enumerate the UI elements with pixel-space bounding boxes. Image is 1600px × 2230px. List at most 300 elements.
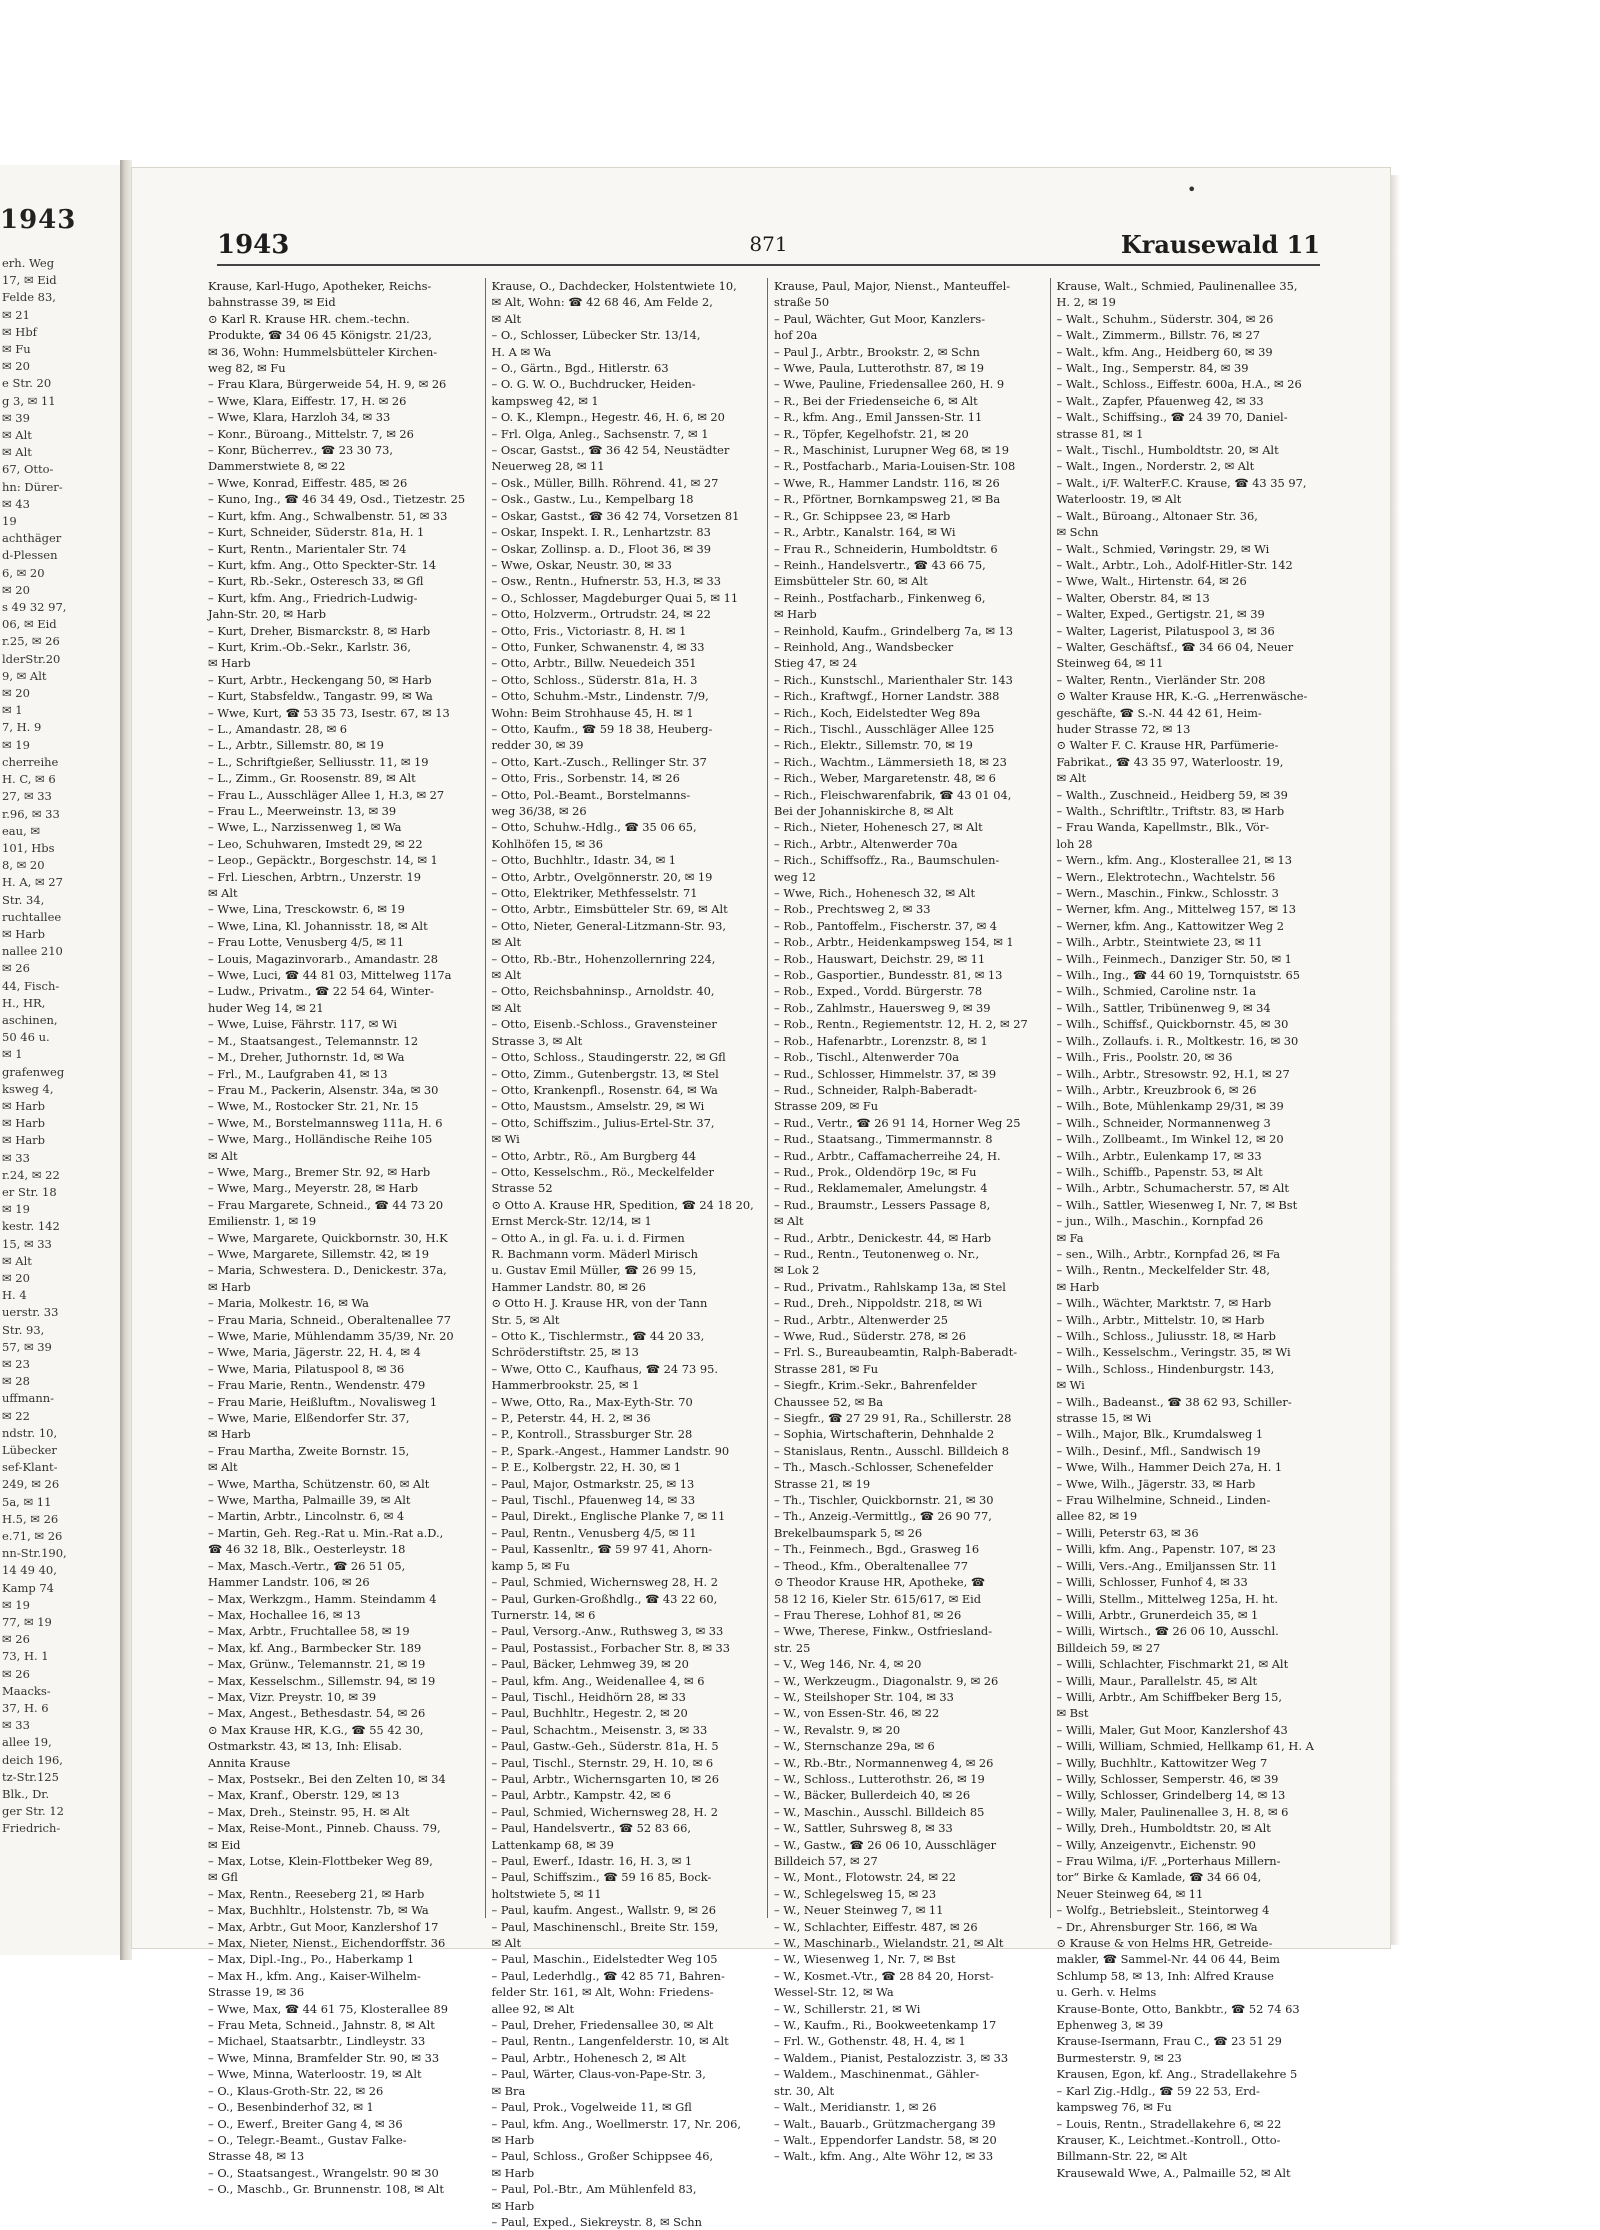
directory-entry: Strasse 52 (491, 1181, 553, 1196)
directory-entry: – R., Bei der Friedenseiche 6, ✉ Alt (774, 393, 978, 408)
directory-entry: – Otto, Kaufm., ☎ 59 18 38, Heuberg- (491, 721, 713, 736)
directory-entry: – Otto, Zimm., Gutenbergstr. 13, ✉ Stel (491, 1066, 719, 1081)
previous-page-line: 19 (2, 514, 17, 529)
directory-entry: – R., Arbtr., Kanalstr. 164, ✉ Wi (774, 525, 956, 540)
directory-entry: – Wilh., Major, Blk., Krumdalsweg 1 (1056, 1427, 1264, 1442)
directory-entry: – Frau Klara, Bürgerweide 54, H. 9, ✉ 26 (208, 377, 447, 392)
directory-entry: – Wwe, Wilh., Jägerstr. 33, ✉ Harb (1056, 1476, 1256, 1491)
directory-entry: – Rud., Schlosser, Himmelstr. 37, ✉ 39 (774, 1066, 997, 1081)
previous-page-line: ✉ 1 (2, 703, 23, 718)
directory-entry: – Frl. Olga, Anleg., Sachsenstr. 7, ✉ 1 (491, 426, 709, 441)
previous-page-line: ger Str. 12 (2, 1804, 64, 1819)
directory-entry: ✉ Alt, Wohn: ☎ 42 68 46, Am Felde 2, (491, 295, 713, 310)
directory-entry: – Stanislaus, Rentn., Ausschl. Billdeich 8 (774, 1443, 1010, 1458)
directory-entry: ⊙ Krause & von Helms HR, Getreide- (1056, 1936, 1273, 1951)
directory-entry: – Max, Grünw., Telemannstr. 21, ✉ 19 (208, 1657, 426, 1672)
previous-page-line: 17, ✉ Eid (2, 273, 57, 288)
previous-page-line: nallee 210 (2, 944, 63, 959)
previous-page-line: ✉ 26 (2, 1632, 30, 1647)
directory-entry: – Wilh., Zollaufs. i. R., Moltkestr. 16, ✉ 30 (1056, 1033, 1299, 1048)
directory-entry: – Paul, Maschin., Eidelstedter Weg 105 (491, 1952, 718, 1967)
directory-entry: felder Str. 161, ✉ Alt, Wohn: Friedens- (491, 1985, 714, 2000)
previous-page-line: ✉ 28 (2, 1374, 30, 1389)
directory-entry: – Louis, Rentn., Stradellakehre 6, ✉ 22 (1056, 2116, 1282, 2131)
directory-entry: – Frau Therese, Lohhof 81, ✉ 26 (774, 1607, 962, 1622)
directory-entry: – Paul J., Arbtr., Brookstr. 2, ✉ Schn (774, 344, 980, 359)
directory-entry: – Paul, kfm. Ang., Weidenallee 4, ✉ 6 (491, 1673, 705, 1688)
directory-entry: – Max, Dreh., Steinstr. 95, H. ✉ Alt (208, 1804, 410, 1819)
directory-entry: – Frau Wanda, Kapellmstr., Blk., Vör- (1056, 820, 1270, 835)
directory-entry: – Wwe, Otto C., Kaufhaus, ☎ 24 73 95. (491, 1361, 718, 1376)
directory-entry: – Willi, Maler, Gut Moor, Kanzlershof 43 (1056, 1722, 1288, 1737)
previous-page-line: Str. 34, (2, 892, 45, 907)
previous-page-line: ✉ 23 (2, 1357, 30, 1371)
directory-entry: ✉ Harb (491, 2198, 535, 2213)
directory-entry: – Wwe, M., Rostocker Str. 21, Nr. 15 (208, 1099, 419, 1114)
directory-entry: – M., Dreher, Juthornstr. 1d, ✉ Wa (208, 1050, 405, 1065)
directory-entry: – O., Ewerf., Breiter Gang 4, ✉ 36 (208, 2116, 403, 2131)
directory-entry: – Paul, Handelsvertr., ☎ 52 83 66, (491, 1821, 691, 1836)
directory-entry: ✉ Alt (491, 1000, 522, 1015)
directory-entry: – Willi, kfm. Ang., Papenstr. 107, ✉ 23 (1056, 1542, 1276, 1557)
directory-entry: Billdeich 59, ✉ 27 (1056, 1640, 1161, 1655)
directory-entry: – Rud., Dreh., Nippoldstr. 218, ✉ Wi (774, 1296, 983, 1311)
directory-entry: – Paul, Schloss., Großer Schippsee 46, (491, 2149, 714, 2164)
directory-entry: – Paul, Prok., Vogelweide 11, ✉ Gfl (491, 2100, 692, 2115)
directory-entry: – Th., Masch.-Schlosser, Schenefelder (774, 1460, 993, 1475)
directory-entry: – W., Schlegelsweg 15, ✉ 23 (774, 1886, 937, 1901)
directory-entry: – Wwe, Luise, Fährstr. 117, ✉ Wi (208, 1017, 397, 1032)
previous-page-line: ✉ 20 (2, 582, 30, 597)
directory-entry: bahnstrasse 39, ✉ Eid (208, 295, 336, 310)
directory-entry: – W., Sattler, Suhrsweg 8, ✉ 33 (774, 1821, 953, 1836)
previous-page-line: er Str. 18 (2, 1184, 57, 1199)
directory-entry: – Rud., Staatsang., Timmermannstr. 8 (774, 1132, 993, 1147)
directory-entry: – jun., Wilh., Maschin., Kornpfad 26 (1056, 1214, 1264, 1229)
directory-entry: Lattenkamp 68, ✉ 39 (491, 1837, 614, 1852)
directory-entry: – Rob., Prechtsweg 2, ✉ 33 (774, 902, 931, 917)
previous-page-line: ✉ Alt (2, 445, 32, 460)
directory-entry: – Paul, Major, Ostmarkstr. 25, ✉ 13 (491, 1476, 695, 1491)
directory-entry: – Paul, Arbtr., Wichernsgarten 10, ✉ 26 (491, 1771, 720, 1786)
directory-entry: – Wwe, M., Borstelmannsweg 111a, H. 6 (208, 1115, 443, 1130)
previous-page-line: H. A, ✉ 27 (2, 875, 63, 890)
directory-entry: – Frl. W., Gothenstr. 48, H. 4, ✉ 1 (774, 2034, 966, 2049)
directory-entry: – O., Schlosser, Lübecker Str. 13/14, (491, 328, 701, 343)
directory-entry: – Martin, Geh. Reg.-Rat u. Min.-Rat a.D., (208, 1525, 444, 1540)
directory-entry: – Rich., Nieter, Hohenesch 27, ✉ Alt (774, 820, 983, 835)
previous-page-line: ✉ Harb (2, 1098, 46, 1113)
previous-page-line: aschinen, (2, 1012, 58, 1027)
directory-entry: ✉ 36, Wohn: Hummelsbütteler Kirchen- (208, 344, 438, 359)
directory-entry: – Otto, Schuhw.-Hdlg., ☎ 35 06 65, (491, 820, 697, 835)
previous-page-line: cherreihe (2, 754, 59, 769)
directory-entry: – Rud., Schneider, Ralph-Baberadt- (774, 1082, 977, 1097)
directory-entry: – Frau Lotte, Venusberg 4/5, ✉ 11 (208, 935, 405, 950)
previous-page-line: 77, ✉ 19 (2, 1615, 52, 1630)
directory-entry: – Oskar, Zollinsp. a. D., Floot 36, ✉ 39 (491, 541, 712, 556)
previous-page-line: ✉ 19 (2, 737, 30, 752)
directory-entry: – Otto, Reichsbahninsp., Arnoldstr. 40, (491, 984, 715, 999)
previous-page-line: ✉ Alt (2, 428, 32, 443)
directory-entry: – W., Gastw., ☎ 26 06 10, Ausschläger (774, 1837, 997, 1852)
previous-page-line: kestr. 142 (2, 1219, 60, 1234)
directory-entry: – Oskar, Gastst., ☎ 36 42 74, Vorsetzen 81 (491, 508, 740, 523)
directory-entry: – Max, Arbtr., Fruchtallee 58, ✉ 19 (208, 1624, 410, 1639)
directory-entry: – Wwe, Oskar, Neustr. 30, ✉ 33 (491, 557, 672, 572)
directory-entry: – Paul, Rentn., Venusberg 4/5, ✉ 11 (491, 1525, 697, 1540)
directory-entry: str. 30, Alt (774, 2083, 835, 2098)
directory-entry: – Wilh., Schmied, Caroline nstr. 1a (1056, 984, 1257, 999)
directory-entry: – M., Staatsangest., Telemannstr. 12 (208, 1033, 419, 1048)
directory-entry: – Willi, Vers.-Ang., Emiljanssen Str. 11 (1056, 1558, 1278, 1573)
directory-entry: – Otto, Krankenpfl., Rosenstr. 64, ✉ Wa (491, 1082, 718, 1097)
directory-entry: – Max, Werkzgm., Hamm. Steindamm 4 (208, 1591, 437, 1606)
previous-page-line: ✉ Hbf (2, 324, 37, 339)
directory-entry: kampsweg 76, ✉ Fu (1056, 2100, 1172, 2115)
directory-entry: – Wilh., Schiffb., Papenstr. 53, ✉ Alt (1056, 1164, 1263, 1179)
previous-page-line: 57, ✉ 39 (2, 1339, 52, 1354)
directory-entry: – Kurt, kfm. Ang., Schwalbenstr. 51, ✉ 33 (208, 508, 448, 523)
previous-page-line: g 3, ✉ 11 (2, 393, 56, 408)
directory-entry: – Walt., i/F. WalterF.C. Krause, ☎ 43 35 97, (1056, 475, 1307, 490)
directory-entry: ✉ Harb (491, 2165, 535, 2180)
directory-entry: – Otto, Kesselschm., Rö., Meckelfelder (491, 1164, 714, 1179)
directory-column (485, 278, 768, 2229)
directory-entry: – Th., Feinmech., Bgd., Grasweg 16 (774, 1542, 980, 1557)
directory-entry: – Otto, Schloss., Staudingerstr. 22, ✉ Gfl (491, 1050, 726, 1065)
directory-entry: – Wwe, Luci, ☎ 44 81 03, Mittelweg 117a (208, 968, 452, 983)
directory-entry: – Wwe, Walt., Hirtenstr. 64, ✉ 26 (1056, 574, 1247, 589)
directory-entry: – Otto, Kart.-Zusch., Rellinger Str. 37 (491, 754, 707, 769)
previous-page-line: ✉ 19 (2, 1597, 30, 1612)
directory-entry: makler, ☎ Sammel-Nr. 44 06 44, Beim (1056, 1952, 1280, 1967)
previous-page-line: ✉ Harb (2, 1116, 46, 1131)
directory-entry: – Otto, Arbtr., Ovelgönnerstr. 20, ✉ 19 (491, 869, 713, 884)
directory-entry: – P., Spark.-Angest., Hammer Landstr. 90 (491, 1443, 730, 1458)
directory-entry: – Paul, Tischl., Sternstr. 29, H. 10, ✉ 6 (491, 1755, 714, 1770)
directory-entry: – Rich., Weber, Margaretenstr. 48, ✉ 6 (774, 771, 996, 786)
previous-page-line: 50 46 u. (2, 1030, 50, 1045)
directory-entry: – P., Kontroll., Strassburger Str. 28 (491, 1427, 693, 1442)
directory-entry: – P. E., Kolbergstr. 22, H. 30, ✉ 1 (491, 1460, 681, 1475)
directory-entry: – Rich., Arbtr., Altenwerder 70a (774, 836, 958, 851)
directory-entry: – Kurt, Arbtr., Heckengang 50, ✉ Harb (208, 672, 432, 687)
directory-entry: – Kurt, Rb.-Sekr., Osteresch 33, ✉ Gfl (208, 574, 424, 589)
directory-entry: – W., Schlachter, Eiffestr. 487, ✉ 26 (774, 1919, 978, 1934)
directory-entry: Strasse 48, ✉ 13 (208, 2149, 305, 2164)
directory-entry: – Dr., Ahrensburger Str. 166, ✉ Wa (1056, 1919, 1258, 1934)
directory-entry: – Wilh., Arbtr., Schumacherstr. 57, ✉ Alt (1056, 1181, 1289, 1196)
directory-entry: – Willy, Maler, Paulinenallee 3, H. 8, ✉ 6 (1056, 1804, 1289, 1819)
directory-entry: – Wern., kfm. Ang., Klosterallee 21, ✉ 13 (1056, 853, 1293, 868)
directory-entry: – Paul, Bäcker, Lehmweg 39, ✉ 20 (491, 1657, 689, 1672)
directory-entry: – Rud., Prok., Oldendörp 19c, ✉ Fu (774, 1164, 977, 1179)
directory-entry: – Wwe, Marie, Elßendorfer Str. 37, (208, 1411, 410, 1426)
directory-entry: Krause, Paul, Major, Nienst., Manteuffel- (774, 279, 1011, 293)
directory-entry: – Wilh., Arbtr., Stresowstr. 92, H.1, ✉ 27 (1056, 1066, 1290, 1081)
directory-entry: H. 2, ✉ 19 (1056, 295, 1116, 310)
directory-entry: – Walth., Schriftltr., Triftstr. 83, ✉ Harb (1056, 804, 1285, 818)
directory-entry: ✉ Fa (1056, 1230, 1084, 1245)
directory-entry: – Walt., Ing., Semperstr. 84, ✉ 39 (1056, 361, 1249, 376)
directory-entry: Waterloostr. 19, ✉ Alt (1056, 492, 1182, 507)
directory-entry: – Th., Tischler, Quickbornstr. 21, ✉ 30 (774, 1493, 994, 1508)
directory-entry: – Leo, Schuhwaren, Imstedt 29, ✉ 22 (208, 836, 423, 851)
directory-entry: – Oscar, Gastst., ☎ 36 42 54, Neustädter (491, 443, 730, 458)
previous-page-line: 27, ✉ 33 (2, 789, 52, 804)
directory-entry: – Max, Masch.-Vertr., ☎ 26 51 05, (208, 1558, 406, 1573)
directory-entry: – Frau Marie, Heißluftm., Novalisweg 1 (208, 1394, 438, 1409)
directory-entry: – Wilh., Schiffsf., Quickbornstr. 45, ✉ 30 (1056, 1017, 1289, 1032)
directory-entry: ✉ Harb (208, 1427, 251, 1442)
directory-entry: ✉ Alt (491, 311, 522, 326)
directory-entry: – Wolfg., Betriebsleit., Steintorweg 4 (1056, 1903, 1270, 1918)
directory-entry: – Otto, Fris., Victoriastr. 8, H. ✉ 1 (491, 623, 687, 638)
directory-entry: – Rich., Tischl., Ausschläger Allee 125 (774, 721, 995, 736)
directory-entry: – Paul, Gurken-Großhdlg., ☎ 43 22 60, (491, 1591, 718, 1606)
directory-entry: – O., Staatsangest., Wrangelstr. 90 ✉ 30 (208, 2165, 439, 2180)
directory-entry: – Walt., kfm. Ang., Alte Wöhr 12, ✉ 33 (774, 2149, 994, 2164)
directory-entry: – Otto, Schiffszim., Julius-Ertel-Str. 37, (491, 1115, 715, 1130)
previous-page-line: ✉ Harb (2, 926, 46, 941)
directory-entry: – Paul, Dreher, Friedensallee 30, ✉ Alt (491, 2018, 714, 2033)
previous-page-line: ndstr. 10, (2, 1425, 58, 1440)
directory-entry: Strasse 19, ✉ 36 (208, 1985, 305, 2000)
directory-entry: Burmesterstr. 9, ✉ 23 (1056, 2050, 1182, 2065)
directory-entry: Strasse 3, ✉ Alt (491, 1033, 583, 1048)
directory-entry: Krause, Walt., Schmied, Paulinenallee 35, (1056, 279, 1298, 293)
previous-page-line: d-Plessen (2, 548, 58, 563)
directory-entry: – Frau Martha, Zweite Bornstr. 15, (208, 1443, 410, 1458)
directory-entry: ✉ Alt (491, 935, 522, 950)
directory-entry: – Paul, Direkt., Englische Planke 7, ✉ 11 (491, 1509, 726, 1524)
directory-entry: Krauser, K., Leichtmet.-Kontroll., Otto- (1056, 2132, 1281, 2147)
directory-entry: – Paul, Pol.-Btr., Am Mühlenfeld 83, (491, 2182, 697, 2197)
directory-entry: – Paul, Buchhltr., Hegestr. 2, ✉ 20 (491, 1706, 688, 1721)
previous-page-line: ✉ Alt (2, 1253, 32, 1268)
directory-entry: – Walter, Lagerist, Pilatuspool 3, ✉ 36 (1056, 623, 1275, 638)
directory-entry: – Wwe, Maria, Jägerstr. 22, H. 4, ✉ 4 (208, 1345, 421, 1360)
directory-entry: – Wilh., Sattler, Tribünenweg 9, ✉ 34 (1056, 1000, 1271, 1015)
directory-entry: – Wwe, Pauline, Friedensallee 260, H. 9 (774, 377, 1005, 392)
previous-page-line: achthäger (2, 531, 62, 546)
directory-entry: – Rob., Arbtr., Heidenkampsweg 154, ✉ 1 (774, 935, 1014, 950)
previous-page-line: H. 4 (2, 1288, 27, 1303)
directory-entry: – O., Schlosser, Magdeburger Quai 5, ✉ 11 (491, 590, 739, 605)
directory-entry: – Wilh., Arbtr., Eulenkamp 17, ✉ 33 (1056, 1148, 1262, 1163)
directory-entry: weg 82, ✉ Fu (208, 361, 286, 376)
directory-entry: – Frau Meta, Schneid., Jahnstr. 8, ✉ Alt (208, 2018, 435, 2033)
directory-entry: – Kurt, kfm. Ang., Friedrich-Ludwig- (208, 590, 418, 605)
directory-entry: – V., Weg 146, Nr. 4, ✉ 20 (774, 1657, 922, 1672)
directory-entry: Turnerstr. 14, ✉ 6 (491, 1607, 596, 1622)
previous-page-line: Blk., Dr. (2, 1787, 50, 1802)
directory-entry: – L., Schriftgießer, Selliusstr. 11, ✉ 19 (208, 754, 429, 769)
directory-entry: – Karl Zig.-Hdlg., ☎ 59 22 53, Erd- (1056, 2083, 1260, 2098)
directory-entry: – Wwe, Lina, Kl. Johannisstr. 18, ✉ Alt (208, 918, 428, 933)
directory-entry: – Frau M., Packerin, Alsenstr. 34a, ✉ 30 (208, 1082, 439, 1097)
directory-entry: – Wilh., Schloss., Juliusstr. 18, ✉ Harb (1056, 1329, 1276, 1343)
directory-entry: Hammer Landstr. 106, ✉ 26 (208, 1575, 370, 1590)
directory-entry: – Ludw., Privatm., ☎ 22 54 64, Winter- (208, 984, 434, 999)
directory-entry: – Willy, Anzeigenvtr., Eichenstr. 90 (1056, 1837, 1256, 1852)
directory-entry: – Otto, Buchhltr., Idastr. 34, ✉ 1 (491, 853, 677, 868)
directory-entry: – Max, Lotse, Klein-Flottbeker Weg 89, (208, 1854, 433, 1868)
directory-entry: huder Weg 14, ✉ 21 (208, 1000, 324, 1015)
directory-entry: Strasse 209, ✉ Fu (774, 1099, 879, 1114)
previous-page-line: ✉ 22 (2, 1408, 30, 1423)
previous-page-line: s 49 32 97, (2, 600, 67, 615)
directory-entry: – Otto, Fris., Sorbenstr. 14, ✉ 26 (491, 771, 680, 786)
previous-page-line: 67, Otto- (2, 462, 54, 477)
book-gutter (120, 160, 132, 1960)
directory-entry: – Max, Hochallee 16, ✉ 13 (208, 1607, 361, 1622)
directory-entry: – Rich., Wachtm., Lämmersieth 18, ✉ 23 (774, 754, 1007, 769)
directory-entry: – Otto, Funker, Schwanenstr. 4, ✉ 33 (491, 639, 705, 654)
directory-entry: – Wern., Maschin., Finkw., Schlosstr. 3 (1056, 886, 1279, 901)
directory-entry: Chaussee 52, ✉ Ba (774, 1394, 884, 1409)
directory-entry: – Paul, Arbtr., Hohenesch 2, ✉ Alt (491, 2050, 686, 2065)
directory-entry: – Sophia, Wirtschafterin, Dehnhalde 2 (774, 1427, 995, 1442)
directory-column (202, 278, 485, 2197)
directory-entry: – Maria, Molkestr. 16, ✉ Wa (208, 1296, 369, 1311)
directory-entry: – sen., Wilh., Arbtr., Kornpfad 26, ✉ Fa (1056, 1246, 1281, 1261)
directory-entry: – Max, Rentn., Reeseberg 21, ✉ Harb (208, 1886, 425, 1901)
directory-entry: – Reinh., Handelsvertr., ☎ 43 66 75, (774, 557, 986, 572)
directory-entry: Kohlhöfen 15, ✉ 36 (491, 836, 604, 851)
previous-page-line: 5a, ✉ 11 (2, 1494, 52, 1509)
directory-entry: – Willi, Schlachter, Fischmarkt 21, ✉ Alt (1056, 1657, 1289, 1672)
directory-entry: – Wwe, Therese, Finkw., Ostfriesland- (774, 1624, 993, 1639)
directory-entry: – Frl. S., Bureaubeamtin, Ralph-Baberadt- (774, 1345, 1018, 1360)
directory-entry: loh 28 (1056, 836, 1093, 851)
directory-entry: – Wilh., Fris., Poolstr. 20, ✉ 36 (1056, 1050, 1233, 1065)
directory-entry: ✉ Wi (491, 1132, 520, 1147)
directory-entry: – Osk., Gastw., Lu., Kempelbarg 18 (491, 492, 694, 507)
directory-entry: ✉ Wi (1056, 1378, 1085, 1393)
directory-entry: – W., Maschinarb., Wielandstr. 21, ✉ Alt (774, 1936, 1004, 1951)
directory-entry: – W., Kosmet.-Vtr., ☎ 28 84 20, Horst- (774, 1968, 994, 1983)
directory-entry: – Frau R., Schneiderin, Humboldtstr. 6 (774, 541, 998, 556)
directory-entry: ✉ Lok 2 (774, 1263, 820, 1278)
directory-entry: – Otto, Holzverm., Ortrudstr. 24, ✉ 22 (491, 607, 711, 622)
directory-entry: – Otto, Arbtr., Rö., Am Burgberg 44 (491, 1148, 697, 1163)
previous-page-line: 8, ✉ 20 (2, 858, 45, 873)
directory-entry: Dammerstwiete 8, ✉ 22 (208, 459, 346, 474)
directory-entry: – Reinh., Postfacharb., Finkenweg 6, (774, 590, 986, 605)
directory-entry: – L., Zimm., Gr. Roosenstr. 89, ✉ Alt (208, 771, 416, 786)
directory-entry: – Paul, Versorg.-Anw., Ruthsweg 3, ✉ 33 (491, 1624, 724, 1639)
directory-entry: – Wwe, Margarete, Sillemstr. 42, ✉ 19 (208, 1246, 430, 1261)
directory-entry: – Waldem., Pianist, Pestalozzistr. 3, ✉ 33 (774, 2050, 1009, 2065)
directory-entry: – Siegfr., ☎ 27 29 91, Ra., Schillerstr. 28 (774, 1411, 1012, 1426)
directory-entry: – Frau Maria, Schneid., Oberaltenallee 77 (208, 1312, 451, 1327)
directory-entry: – Max, Kranf., Oberstr. 129, ✉ 13 (208, 1788, 400, 1803)
previous-page-line: lderStr.20 (2, 651, 61, 666)
directory-entry: – Theod., Kfm., Oberaltenallee 77 (774, 1558, 968, 1573)
directory-entry: tor“ Birke & Kamlade, ☎ 34 66 04, (1056, 1870, 1262, 1885)
directory-entry: Neuer Steinweg 64, ✉ 11 (1056, 1886, 1204, 1901)
directory-entry: – Willy, Buchhltr., Kattowitzer Weg 7 (1056, 1755, 1268, 1770)
directory-entry: ⊙ Otto A. Krause HR, Spedition, ☎ 24 18 20, (491, 1197, 754, 1212)
directory-entry: – Walt., kfm. Ang., Heidberg 60, ✉ 39 (1056, 344, 1273, 359)
directory-entry: – Wern., Elektrotechn., Wachtelstr. 56 (1056, 869, 1276, 884)
directory-entry: – Walt., Eppendorfer Landstr. 58, ✉ 20 (774, 2132, 997, 2147)
previous-page-line: 44, Fisch- (2, 978, 60, 993)
page-running-title: Krausewald 11 (1120, 230, 1320, 259)
directory-entry: – Frl. Lieschen, Arbtrn., Unzerstr. 19 (208, 869, 422, 884)
directory-entry: – Wilh., Desinf., Mfl., Sandwisch 19 (1056, 1443, 1261, 1458)
directory-entry: – Wilh., Schloss., Hindenburgstr. 143, (1056, 1361, 1275, 1376)
directory-entry: – Willi, Peterstr 63, ✉ 36 (1056, 1525, 1199, 1540)
directory-entry: – Rob., Gasportier., Bundesstr. 81, ✉ 13 (774, 968, 1003, 983)
directory-entry: – Wilh., Sattler, Wiesenweg I, Nr. 7, ✉ Bst (1056, 1197, 1298, 1212)
directory-entry: – W., Kaufm., Ri., Bookweetenkamp 17 (774, 2018, 997, 2033)
directory-entry: – Maria, Schwestera. D., Denickestr. 37a, (208, 1263, 447, 1278)
directory-entry: – W., Neuer Steinweg 7, ✉ 11 (774, 1903, 944, 1918)
previous-page-line: allee 19, (2, 1735, 52, 1750)
directory-entry: – Wwe, Marg., Meyerstr. 28, ✉ Harb (208, 1181, 419, 1196)
directory-entry: – Rud., Vertr., ☎ 26 91 14, Horner Weg 25 (774, 1115, 1021, 1130)
directory-entry: – Walt., Bauarb., Grützmachergang 39 (774, 2116, 996, 2131)
directory-entry: – Wilh., Zollbeamt., Im Winkel 12, ✉ 20 (1056, 1132, 1284, 1147)
directory-entry: – Wwe, Maria, Pilatuspool 8, ✉ 36 (208, 1361, 405, 1376)
directory-entry: – Rob., Zahlmstr., Hauersweg 9, ✉ 39 (774, 1000, 991, 1015)
directory-entry: Jahn-Str. 20, ✉ Harb (208, 607, 327, 622)
page-number: 871 (749, 232, 788, 256)
directory-column (1050, 278, 1333, 2180)
directory-columns (202, 278, 1332, 2229)
previous-page-line: tz-Str.125 (2, 1769, 59, 1784)
directory-entry: – Max, Postsekr., Bei den Zelten 10, ✉ 34 (208, 1771, 446, 1786)
directory-entry: – R., Pförtner, Bornkampsweg 21, ✉ Ba (774, 492, 1001, 507)
directory-entry: Strasse 21, ✉ 19 (774, 1476, 871, 1491)
directory-entry: – R., Maschinist, Lurupner Weg 68, ✉ 19 (774, 443, 1009, 458)
previous-page-line: ✉ Harb (2, 1133, 46, 1148)
directory-entry: – Walter, Exped., Gertigstr. 21, ✉ 39 (1056, 607, 1265, 622)
directory-entry: – Paul, Arbtr., Kampstr. 42, ✉ 6 (491, 1788, 671, 1803)
directory-entry: – Walth., Zuschneid., Heidberg 59, ✉ 39 (1056, 787, 1288, 802)
directory-entry: Krause, O., Dachdecker, Holstentwiete 10, (491, 279, 737, 293)
directory-entry: – Rud., Arbtr., Altenwerder 25 (774, 1312, 949, 1327)
directory-entry: – Reinhold, Kaufm., Grindelberg 7a, ✉ 13 (774, 623, 1014, 638)
previous-page-line: ✉ 19 (2, 1202, 30, 1217)
previous-page-line: ✉ 26 (2, 1666, 30, 1681)
directory-entry: Krausewald Wwe, A., Palmaille 52, ✉ Alt (1056, 2165, 1291, 2180)
directory-entry: – Konr, Bücherrev., ☎ 23 30 73, (208, 443, 394, 458)
previous-page-line: deich 196, (2, 1752, 63, 1767)
directory-entry: – Walt., Zimmerm., Billstr. 76, ✉ 27 (1056, 328, 1260, 343)
previous-page-line: ✉ 39 (2, 410, 30, 425)
directory-entry: Neuerweg 28, ✉ 11 (491, 459, 605, 474)
directory-entry: ✉ Bra (491, 2083, 526, 2098)
directory-entry: ✉ Harb (491, 2132, 535, 2147)
directory-entry: – W., Sternschanze 29a, ✉ 6 (774, 1739, 935, 1754)
directory-entry: – Wwe, Margarete, Quickbornstr. 30, H.K (208, 1230, 448, 1245)
directory-entry: – Wwe, Martha, Schützenstr. 60, ✉ Alt (208, 1476, 430, 1491)
directory-entry: Brekelbaumspark 5, ✉ 26 (774, 1525, 923, 1540)
directory-entry: ✉ Harb (774, 607, 817, 622)
directory-entry: – Paul, Schmied, Wichernsweg 28, H. 2 (491, 1575, 719, 1590)
directory-entry: – O., Klaus-Groth-Str. 22, ✉ 26 (208, 2083, 384, 2098)
directory-entry: – Max, Buchhltr., Holstenstr. 7b, ✉ Wa (208, 1903, 429, 1918)
directory-entry: ✉ Alt (1056, 771, 1087, 786)
directory-entry: – Max, Arbtr., Gut Moor, Kanzlershof 17 (208, 1919, 439, 1934)
directory-entry: Ostmarkstr. 43, ✉ 13, Inh: Elisab. (208, 1739, 402, 1754)
previous-page-line: ruchtallee (2, 909, 62, 924)
directory-entry: – Osw., Rentn., Hufnerstr. 53, H.3, ✉ 33 (491, 574, 721, 589)
